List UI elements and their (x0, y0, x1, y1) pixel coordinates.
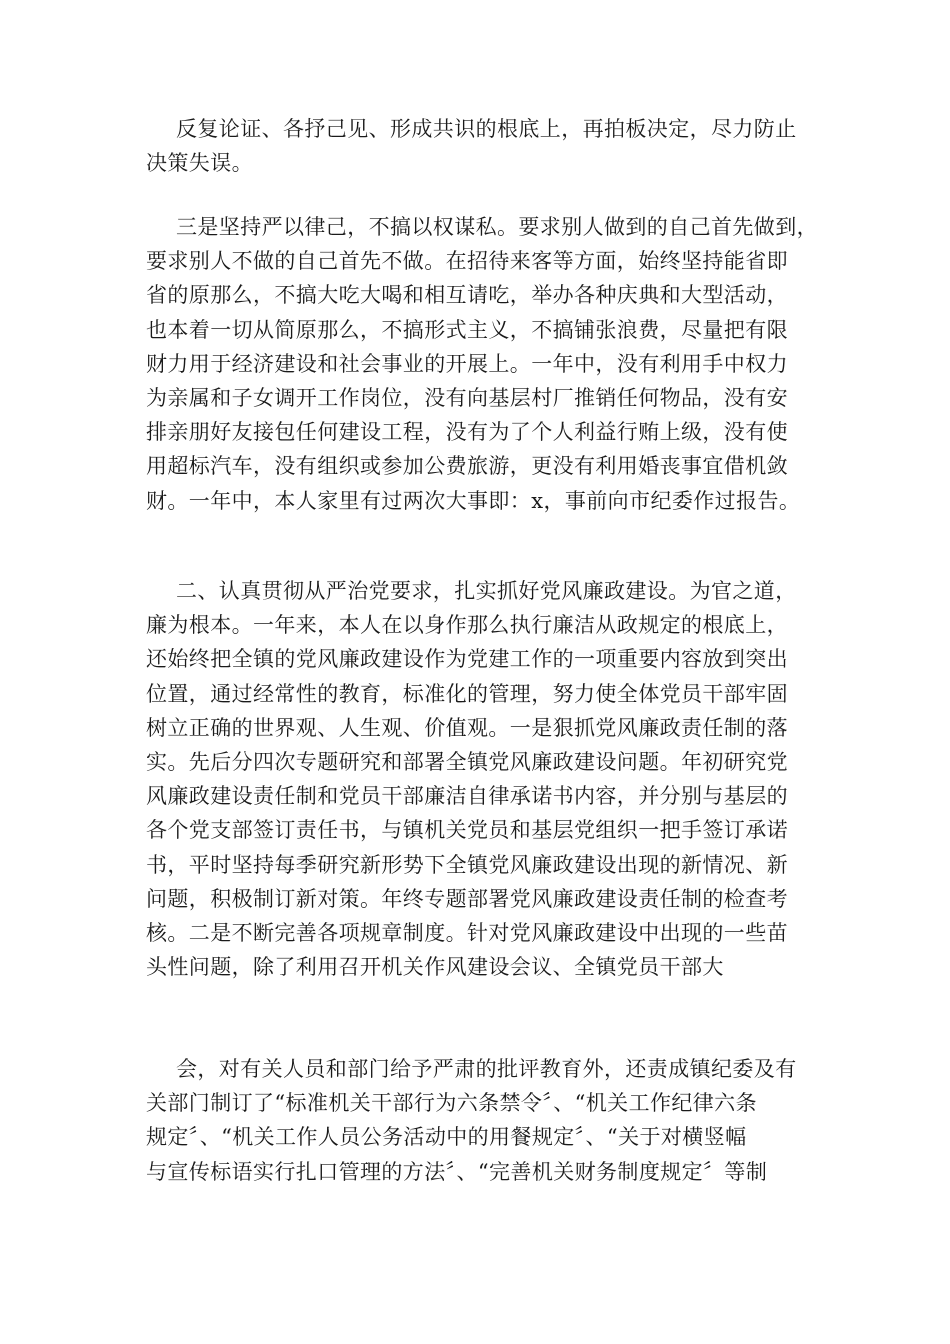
paragraph-3 (146, 574, 826, 984)
text-line: 位置，通过经常性的教育，标准化的管理，努力使全体党员干部牢固 (146, 681, 788, 706)
text-line: 财。一年中，本人家里有过两次大事即：x，事前向市纪委作过报告。 (146, 488, 801, 513)
text-line: 规定〞、“机关工作人员公务活动中的用餐规定〞、“关于对横竖幅 (146, 1125, 747, 1150)
text-line: 反复论证、各抒己见、形成共识的根底上，再拍板决定，尽力防止 (176, 117, 797, 141)
text-line: 风廉政建设责任制和党员干部廉洁自律承诺书内容，并分别与基层的 (146, 784, 788, 809)
paragraph-4 (146, 1052, 826, 1189)
text-line: 会，对有关人员和部门给予严肃的批评教育外，还责成镇纪委及有 (176, 1057, 797, 1081)
text-line: 廉为根本。一年来，本人在以身作那么执行廉洁从政规定的根底上， (146, 613, 788, 638)
text-line: 与宣传标语实行扎口管理的方法〞、“完善机关财务制度规定〞等制 (146, 1159, 768, 1184)
text-line: 决策失误。 (146, 151, 253, 176)
text-line: 二、认真贯彻从严治党要求，扎实抓好党风廉政建设。为官之道， (176, 579, 797, 603)
text-line: 省的原那么，不搞大吃大喝和相互请吃，举办各种庆典和大型活动， (146, 283, 788, 308)
text-line: 核。二是不断完善各项规章制度。针对党风廉政建设中出现的一些苗 (146, 921, 788, 946)
text-line: 用超标汽车，没有组织或参加公费旅游，更没有利用婚丧事宜借机敛 (146, 454, 788, 479)
text-line: 三是坚持严以律己，不搞以权谋私。要求别人做到的自己首先做到， (176, 215, 818, 239)
text-line: 各个党支部签订责任书，与镇机关党员和基层党组织一把手签订承诺 (146, 818, 788, 843)
text-line: 要求别人不做的自己首先不做。在招待来客等方面，始终坚持能省即 (146, 249, 788, 274)
text-line: 书，平时坚持每季研究新形势下全镇党风廉政建设出现的新情况、新 (146, 852, 788, 877)
text-line: 实。先后分四次专题研究和部署全镇党风廉政建设问题。年初研究党 (146, 750, 788, 775)
paragraph-1 (146, 112, 826, 180)
text-line: 关部门制订了“标准机关干部行为六条禁令〞、“机关工作纪律六条 (146, 1091, 757, 1116)
text-line: 财力用于经济建设和社会事业的开展上。一年中，没有利用手中权力 (146, 351, 788, 376)
text-line: 头性问题，除了利用召开机关作风建设会议、全镇党员干部大 (146, 955, 724, 980)
text-line: 排亲朋好友接包任何建设工程，没有为了个人利益行贿上级，没有使 (146, 420, 788, 445)
text-line: 问题，积极制订新对策。年终专题部署党风廉政建设责任制的检查考 (146, 886, 788, 911)
text-line: 为亲属和子女调开工作岗位，没有向基层村厂推销任何物品，没有安 (146, 386, 788, 411)
text-line: 树立正确的世界观、人生观、价值观。一是狠抓党风廉政责任制的落 (146, 715, 788, 740)
text-line: 也本着一切从简原那么，不搞形式主义，不搞铺张浪费，尽量把有限 (146, 317, 788, 342)
paragraph-2 (146, 210, 826, 518)
text-line: 还始终把全镇的党风廉政建设作为党建工作的一项重要内容放到突出 (146, 647, 788, 672)
